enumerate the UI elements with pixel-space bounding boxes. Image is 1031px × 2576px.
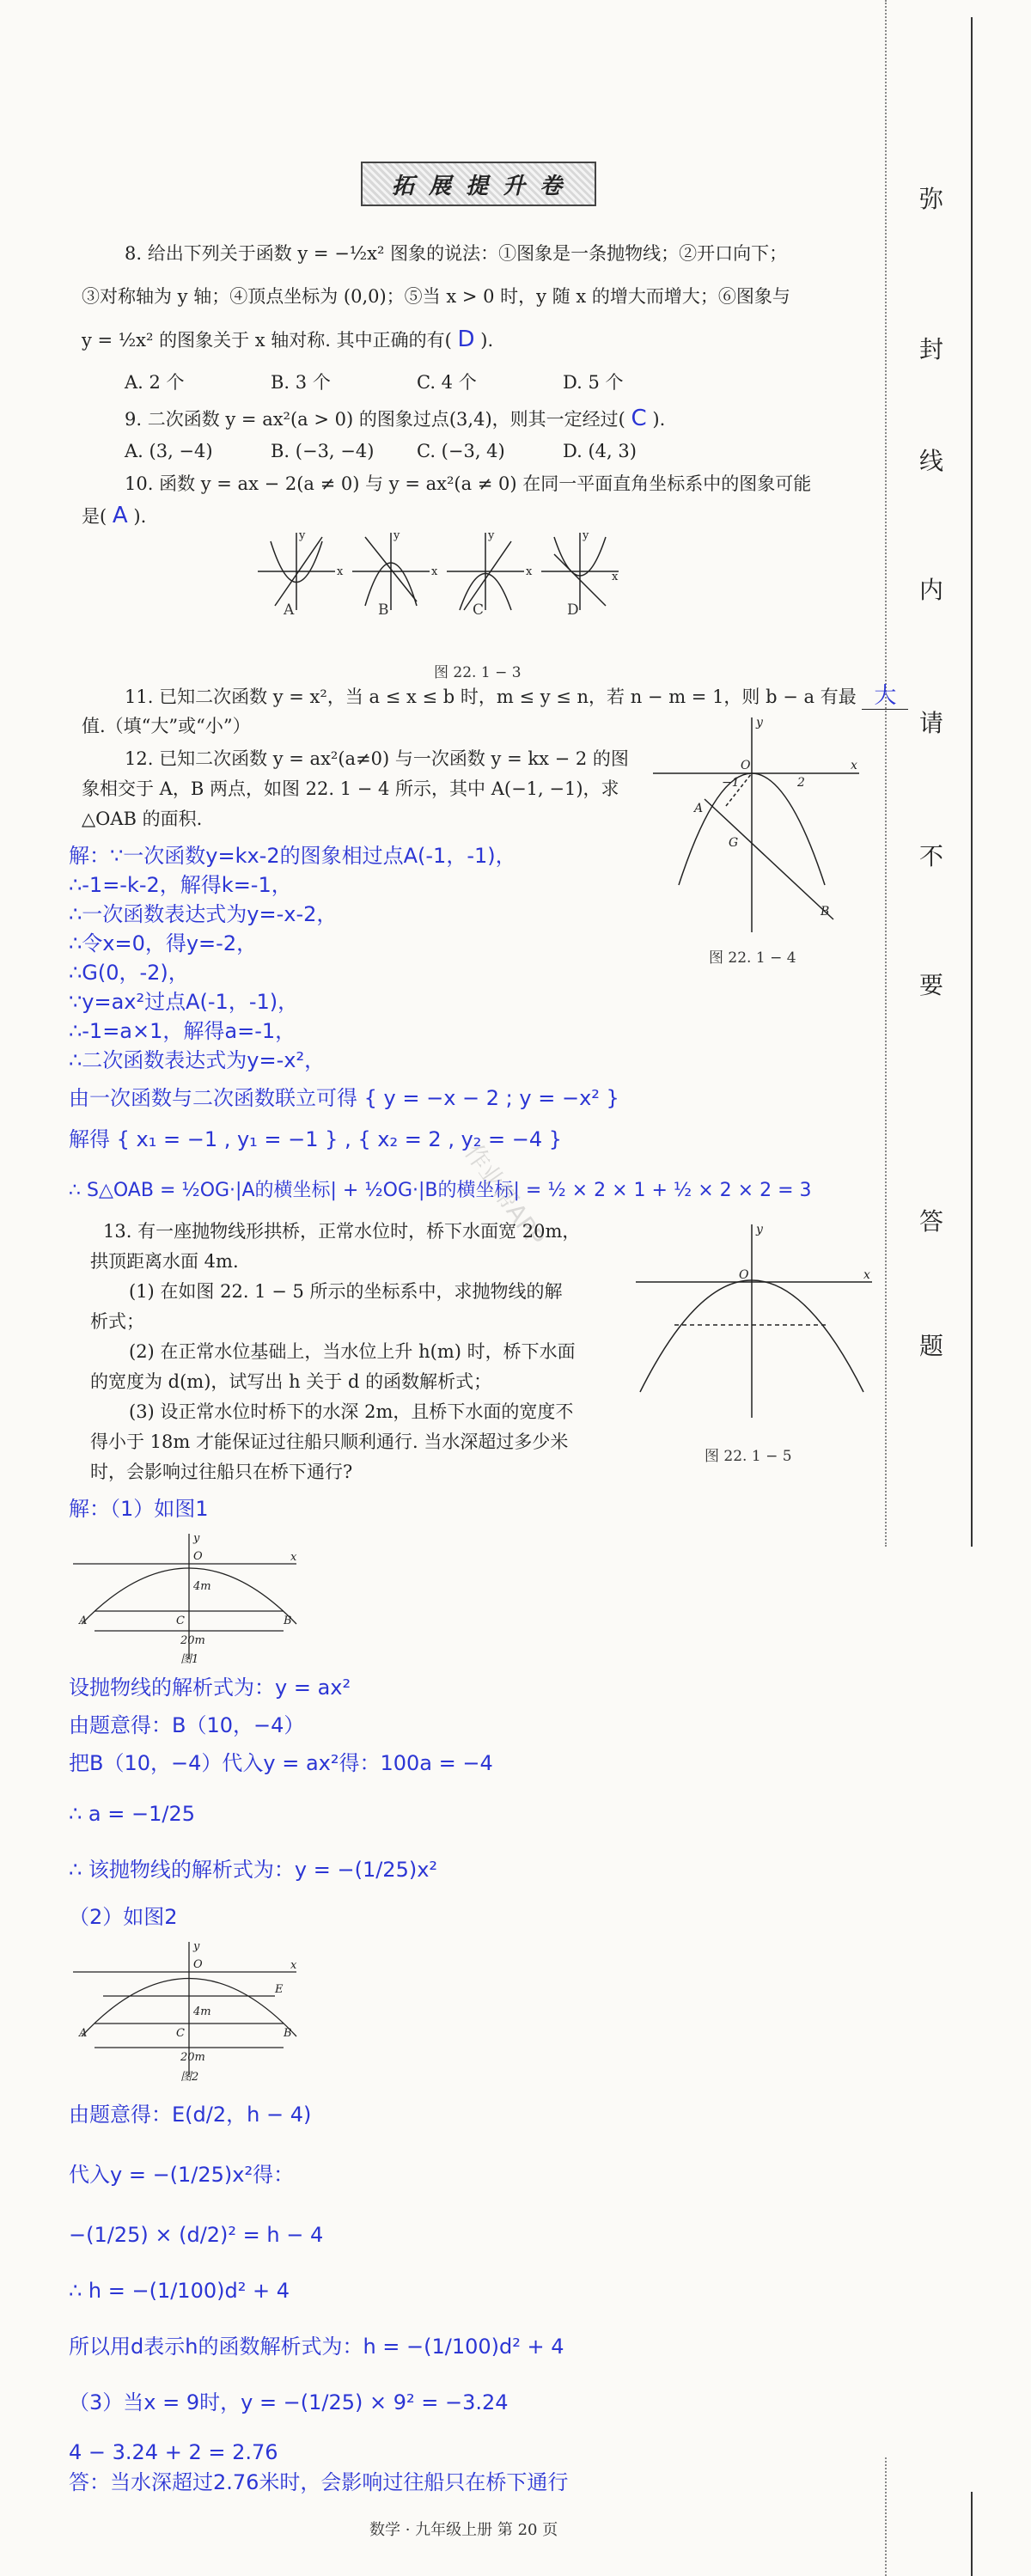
solution13-line: 由题意得：E(d/2，h − 4) [69, 2103, 312, 2127]
svg-text:C: C [176, 1615, 185, 1627]
q11-line1: 11. 已知二次函数 y = x²，当 a ≤ x ≤ b 时，m ≤ y ≤ n，若 n − m = 1，则 b − a 有最 大 [125, 683, 908, 710]
q10-line1: 10. 函数 y = ax − 2(a ≠ 0) 与 y = ax²(a ≠ 0) 在同一平面直角坐标系中的图象可能 [125, 473, 812, 494]
graph-d [541, 533, 619, 610]
svg-text:A: A [79, 2027, 88, 2040]
q13-line5: (2) 在正常水位基础上，当水位上升 h(m) 时，桥下水面 [129, 1341, 576, 1362]
svg-text:x: x [526, 565, 533, 578]
page-footer: 数学 · 九年级上册 第 20 页 [369, 2521, 558, 2539]
solution12-line: 解得 { x₁ = −1 , y₁ = −1 } , { x₂ = 2 , y₂ = −4 } [69, 1127, 563, 1151]
solution13-line: 所以用d表示h的函数解析式为：h = −(1/100)d² + 4 [69, 2335, 564, 2359]
q10-line2: 是( A ). [82, 503, 147, 528]
q13-line3: (1) 在如图 22. 1 − 5 所示的坐标系中，求抛物线的解 [129, 1281, 563, 1302]
q13-line4: 析式； [90, 1311, 144, 1332]
q13-line1: 13. 有一座抛物线形拱桥，正常水位时，桥下水面宽 20m， [103, 1221, 581, 1242]
graph-b [352, 533, 430, 610]
svg-text:x: x [851, 759, 857, 772]
solution13-line: 解：（1）如图1 [69, 1497, 209, 1521]
solution13-line: ∴ h = −(1/100)d² + 4 [69, 2279, 290, 2303]
solution-figure-2 [69, 1938, 301, 2084]
solution12-line: ∴二次函数表达式为y=-x²， [69, 1048, 326, 1072]
svg-text:x: x [612, 571, 619, 583]
svg-text:x: x [290, 1551, 297, 1564]
q11-line2: 值.（填“大”或“小”） [82, 716, 251, 736]
svg-text:4m: 4m [193, 2005, 211, 2018]
q8-answer: D [457, 327, 475, 352]
solution13-line: （3）当x = 9时，y = −(1/25) × 9² = −3.24 [69, 2390, 509, 2414]
solution12-line: ∴令x=0，得y=-2， [69, 931, 258, 955]
q11-answer: 大 [862, 683, 908, 710]
svg-text:A: A [694, 802, 704, 815]
dotted-cut-line-lower [885, 2457, 887, 2576]
solution12-line: ∴G(0，-2)， [69, 961, 189, 985]
graph-label-d: D [567, 601, 579, 619]
graph-c [447, 533, 524, 610]
side-char: 题 [919, 1332, 944, 1360]
side-char: 要 [919, 971, 944, 999]
graph-label-a: A [284, 601, 295, 619]
svg-text:图2: 图2 [180, 2071, 199, 2084]
solution13-line: −(1/25) × (d/2)² = h − 4 [69, 2223, 324, 2247]
svg-text:E: E [275, 1983, 284, 1996]
side-char: 封 [919, 335, 944, 363]
svg-text:y: y [193, 1940, 200, 1953]
svg-text:x: x [863, 1268, 870, 1282]
section-title: 拓 展 提 升 卷 [391, 173, 566, 199]
solution12-line: ∴-1=a×1，解得a=-1， [69, 1019, 296, 1043]
graph-a [258, 533, 335, 610]
svg-text:2: 2 [797, 776, 805, 790]
svg-text:4m: 4m [193, 1580, 211, 1593]
side-char: 不 [919, 842, 944, 870]
fig-22-1-4-caption: 图 22. 1 − 4 [709, 949, 796, 967]
svg-text:B: B [821, 905, 830, 919]
svg-text:B: B [284, 1615, 292, 1627]
svg-text:B: B [284, 2027, 292, 2040]
side-char: 请 [919, 709, 944, 737]
side-char: 答 [919, 1207, 944, 1236]
q10-graphs [241, 528, 619, 627]
graph-label-c: C [473, 601, 485, 619]
q13-line6: 的宽度为 d(m)，试写出 h 关于 d 的函数解析式； [90, 1371, 492, 1392]
fig-22-1-4 [644, 713, 868, 937]
q10-answer: A [112, 503, 128, 528]
solution13-line: 4 − 3.24 + 2 = 2.76 [69, 2440, 278, 2464]
solution13-line: 把B（10，−4）代入y = ax²得：100a = −4 [69, 1751, 493, 1775]
svg-text:A: A [79, 1615, 88, 1627]
solution-figure-1 [69, 1529, 301, 1667]
q12-line2: 象相交于 A，B 两点，如图 22. 1 − 4 所示，其中 A(−1, −1)，求 [82, 778, 619, 799]
solution13-line: 由题意得：B（10，−4） [69, 1713, 305, 1737]
svg-text:O: O [741, 759, 751, 772]
q9-line: 9. 二次函数 y = ax²(a > 0) 的图象过点(3,4)，则其一定经过( C ). [125, 406, 666, 431]
fig-22-1-5 [627, 1220, 876, 1426]
q8-line1: 8. 给出下列关于函数 y = −½x² 图象的说法：①图象是一条抛物线；②开口向下； [125, 243, 788, 264]
solution12-line: 由一次函数与二次函数联立可得 { y = −x − 2 ; y = −x² } [69, 1086, 619, 1110]
svg-text:G: G [729, 836, 739, 850]
svg-text:O: O [193, 1958, 203, 1971]
svg-text:x: x [431, 565, 438, 578]
q13-line7: (3) 设正常水位时桥下的水深 2m，且桥下水面的宽度不 [129, 1401, 574, 1422]
svg-text:图1: 图1 [180, 1653, 199, 1666]
q8-options: A. 2 个 B. 3 个 C. 4 个 D. 5 个 [125, 372, 624, 393]
q13-line9: 时，会影响过往船只在桥下通行? [90, 1462, 353, 1482]
solution13-line: ∴ a = −1/25 [69, 1802, 195, 1826]
q13-line2: 拱顶距离水面 4m. [90, 1251, 239, 1272]
q8-line3: y = ½x² 的图象关于 x 轴对称. 其中正确的有( D ). [82, 327, 494, 352]
svg-text:x: x [290, 1959, 297, 1972]
side-char: 内 [919, 576, 944, 604]
solution12-line: ∴ S△OAB = ½OG·|A的横坐标| + ½OG·|B的横坐标| = ½ × 2 × 1 + ½ × 2 × 2 = 3 [69, 1180, 812, 1201]
solution13-line: ∴ 该抛物线的解析式为：y = −(1/25)x² [69, 1858, 438, 1882]
section-title-banner [361, 162, 596, 206]
q12-line3: △OAB 的面积. [82, 809, 203, 829]
solution13-line: 设抛物线的解析式为：y = ax² [69, 1676, 351, 1700]
svg-text:y: y [756, 716, 763, 729]
svg-text:C: C [176, 2027, 185, 2040]
dotted-cut-line [885, 0, 887, 1547]
svg-text:−1: −1 [722, 776, 740, 790]
svg-text:y: y [756, 1223, 763, 1236]
svg-text:O: O [193, 1550, 203, 1563]
side-char: 线 [919, 447, 944, 475]
solution12-line: 解：∵一次函数y=kx-2的图象相过点A(-1，-1)， [69, 844, 516, 868]
svg-text:20m: 20m [180, 2051, 205, 2064]
svg-text:y: y [583, 529, 589, 542]
svg-text:O: O [739, 1268, 749, 1282]
svg-text:y: y [393, 529, 400, 542]
svg-text:y: y [299, 529, 306, 542]
fig-22-1-3-caption: 图 22. 1 − 3 [434, 664, 522, 681]
binding-margin-line-lower [971, 2492, 973, 2576]
svg-text:20m: 20m [180, 1634, 205, 1647]
solution12-line: ∴一次函数表达式为y=-x-2， [69, 902, 338, 926]
fig-22-1-5-caption: 图 22. 1 − 5 [705, 1448, 792, 1465]
solution13-line: 答：当水深超过2.76米时，会影响过往船只在桥下通行 [69, 2470, 569, 2494]
q9-answer: C [631, 406, 647, 431]
solution12-line: ∵y=ax²过点A(-1，-1)， [69, 990, 299, 1014]
svg-text:x: x [337, 565, 344, 578]
q9-options: A. (3, −4) B. (−3, −4) C. (−3, 4) D. (4, 3) [125, 441, 637, 461]
svg-text:y: y [488, 529, 495, 542]
q12-line1: 12. 已知二次函数 y = ax²(a≠0) 与一次函数 y = kx − 2 的图 [125, 748, 629, 769]
side-char: 弥 [919, 185, 944, 213]
binding-margin-line [971, 17, 973, 1547]
q13-line8: 得小于 18m 才能保证过往船只顺利通行. 当水深超过多少米 [90, 1431, 569, 1452]
solution13-line: 代入y = −(1/25)x²得： [69, 2163, 295, 2187]
watermark: 作业帮APP [459, 1138, 551, 1252]
svg-text:y: y [193, 1532, 200, 1545]
solution13-line: （2）如图2 [69, 1905, 178, 1929]
solution12-line: ∴-1=-k-2，解得k=-1， [69, 873, 292, 897]
graph-label-b: B [378, 601, 389, 619]
q8-line2: ③对称轴为 y 轴；④顶点坐标为 (0,0)；⑤当 x > 0 时，y 随 x 的增大而增大；⑥图象与 [82, 286, 790, 307]
